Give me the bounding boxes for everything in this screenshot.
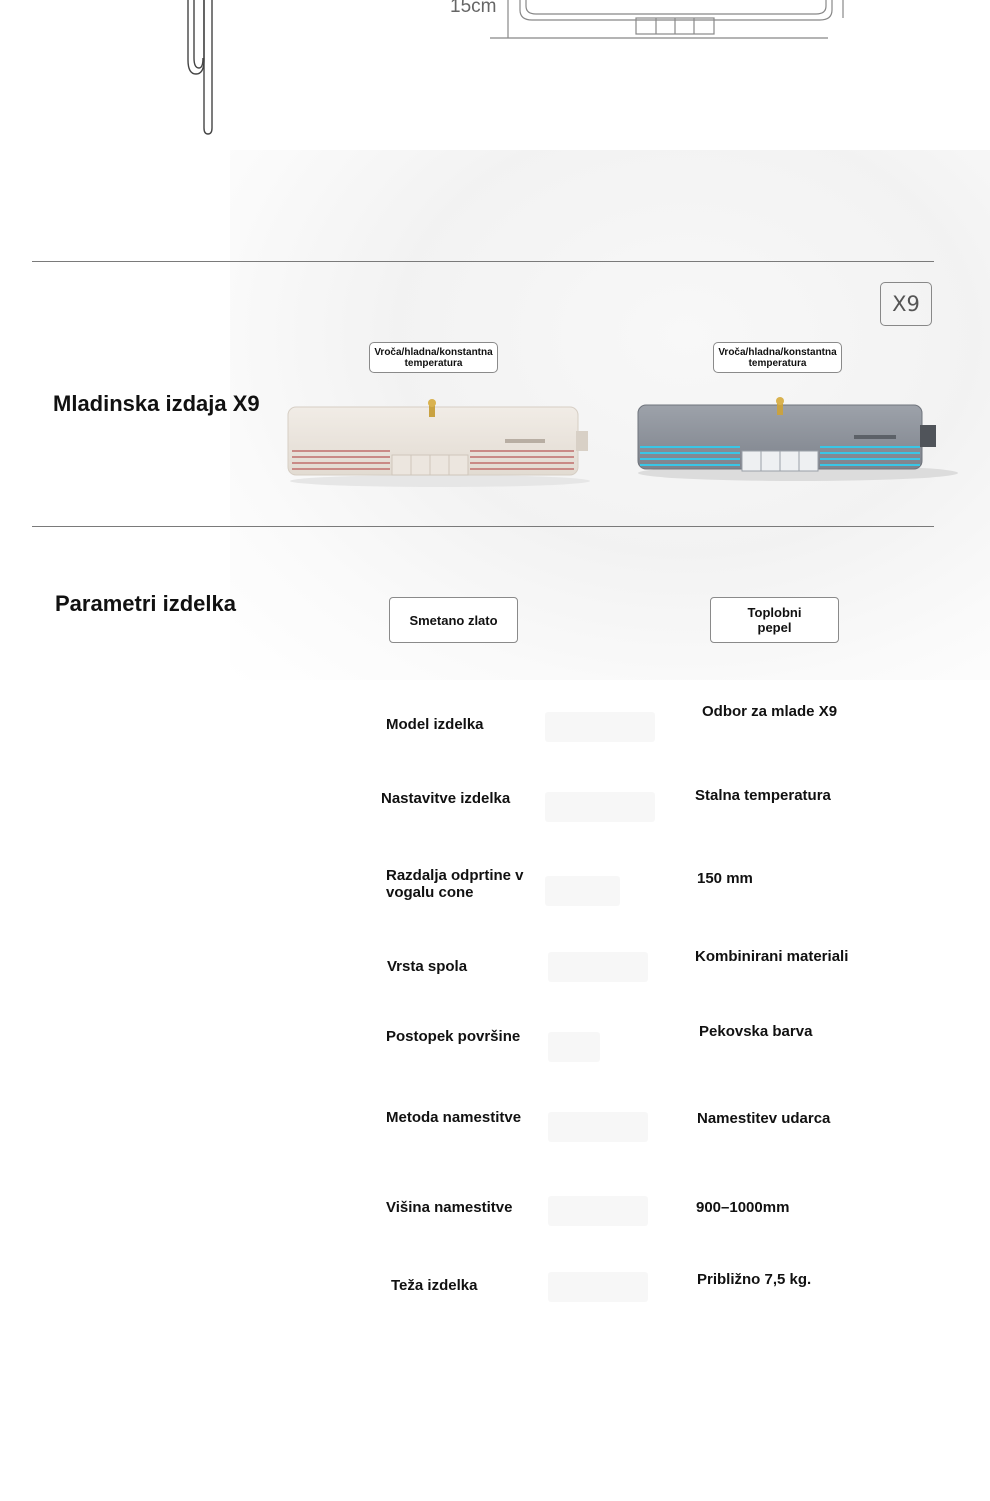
divider-top	[32, 261, 934, 262]
product-image-cream-gold	[280, 395, 600, 490]
param-value-model: Odbor za mlade X9	[702, 703, 838, 720]
row-shadow	[545, 792, 655, 822]
color-option-ash-grey	[710, 597, 839, 643]
param-value-weight: Približno 7,5 kg.	[697, 1271, 812, 1288]
color-option-ash-grey-line2: pepel	[757, 620, 792, 635]
feature-tag-grey: Vroča/hladna/konstantna temperatura	[713, 342, 842, 373]
row-shadow	[548, 1032, 600, 1062]
param-label-material: Vrsta spola	[387, 958, 468, 975]
param-label-hole-distance-line2: vogalu cone	[386, 884, 474, 901]
param-value-material: Kombinirani materiali	[695, 948, 849, 965]
color-option-ash-grey-line1: Toplobni	[747, 605, 802, 620]
params-section-title: Parametri izdelka	[55, 591, 236, 616]
dimension-label: 15cm	[450, 0, 497, 17]
param-value-install-method: Namestitev udarca	[697, 1110, 831, 1127]
param-value-install-height: 900–1000mm	[696, 1199, 790, 1216]
product-section-title: Mladinska izdaja X9	[53, 391, 260, 416]
param-value-surface: Pekovska barva	[699, 1023, 813, 1040]
param-label-install-method: Metoda namestitve	[386, 1109, 522, 1126]
row-shadow	[545, 876, 620, 906]
hose-loop-inner	[194, 0, 203, 68]
param-value-hole-distance: 150 mm	[697, 870, 753, 887]
row-shadow	[548, 1112, 648, 1142]
model-badge: X9	[880, 282, 932, 326]
param-label-hole-distance-line1: Razdalja odprtine v	[386, 867, 524, 884]
hose-drop	[204, 0, 212, 134]
param-label-model: Model izdelka	[386, 716, 484, 733]
param-value-settings: Stalna temperatura	[695, 787, 831, 804]
param-label-settings: Nastavitve izdelka	[381, 790, 511, 807]
row-shadow	[545, 712, 655, 742]
row-shadow	[548, 952, 648, 982]
installation-drawing	[0, 0, 990, 150]
hose-loop-outer	[188, 0, 204, 74]
divider-bottom	[32, 526, 934, 527]
param-label-surface: Postopek površine	[386, 1028, 521, 1045]
feature-tag-cream: Vroča/hladna/konstantna temperatura	[369, 342, 498, 373]
param-label-weight: Teža izdelka	[391, 1277, 478, 1294]
row-shadow	[548, 1196, 648, 1226]
param-label-hole-distance	[386, 867, 524, 901]
param-label-install-height: Višina namestitve	[386, 1199, 513, 1216]
color-option-cream-gold-label: Smetano zlato	[409, 612, 498, 628]
row-shadow	[548, 1272, 648, 1302]
product-image-ash-grey	[628, 395, 968, 490]
color-option-cream-gold	[389, 597, 518, 643]
